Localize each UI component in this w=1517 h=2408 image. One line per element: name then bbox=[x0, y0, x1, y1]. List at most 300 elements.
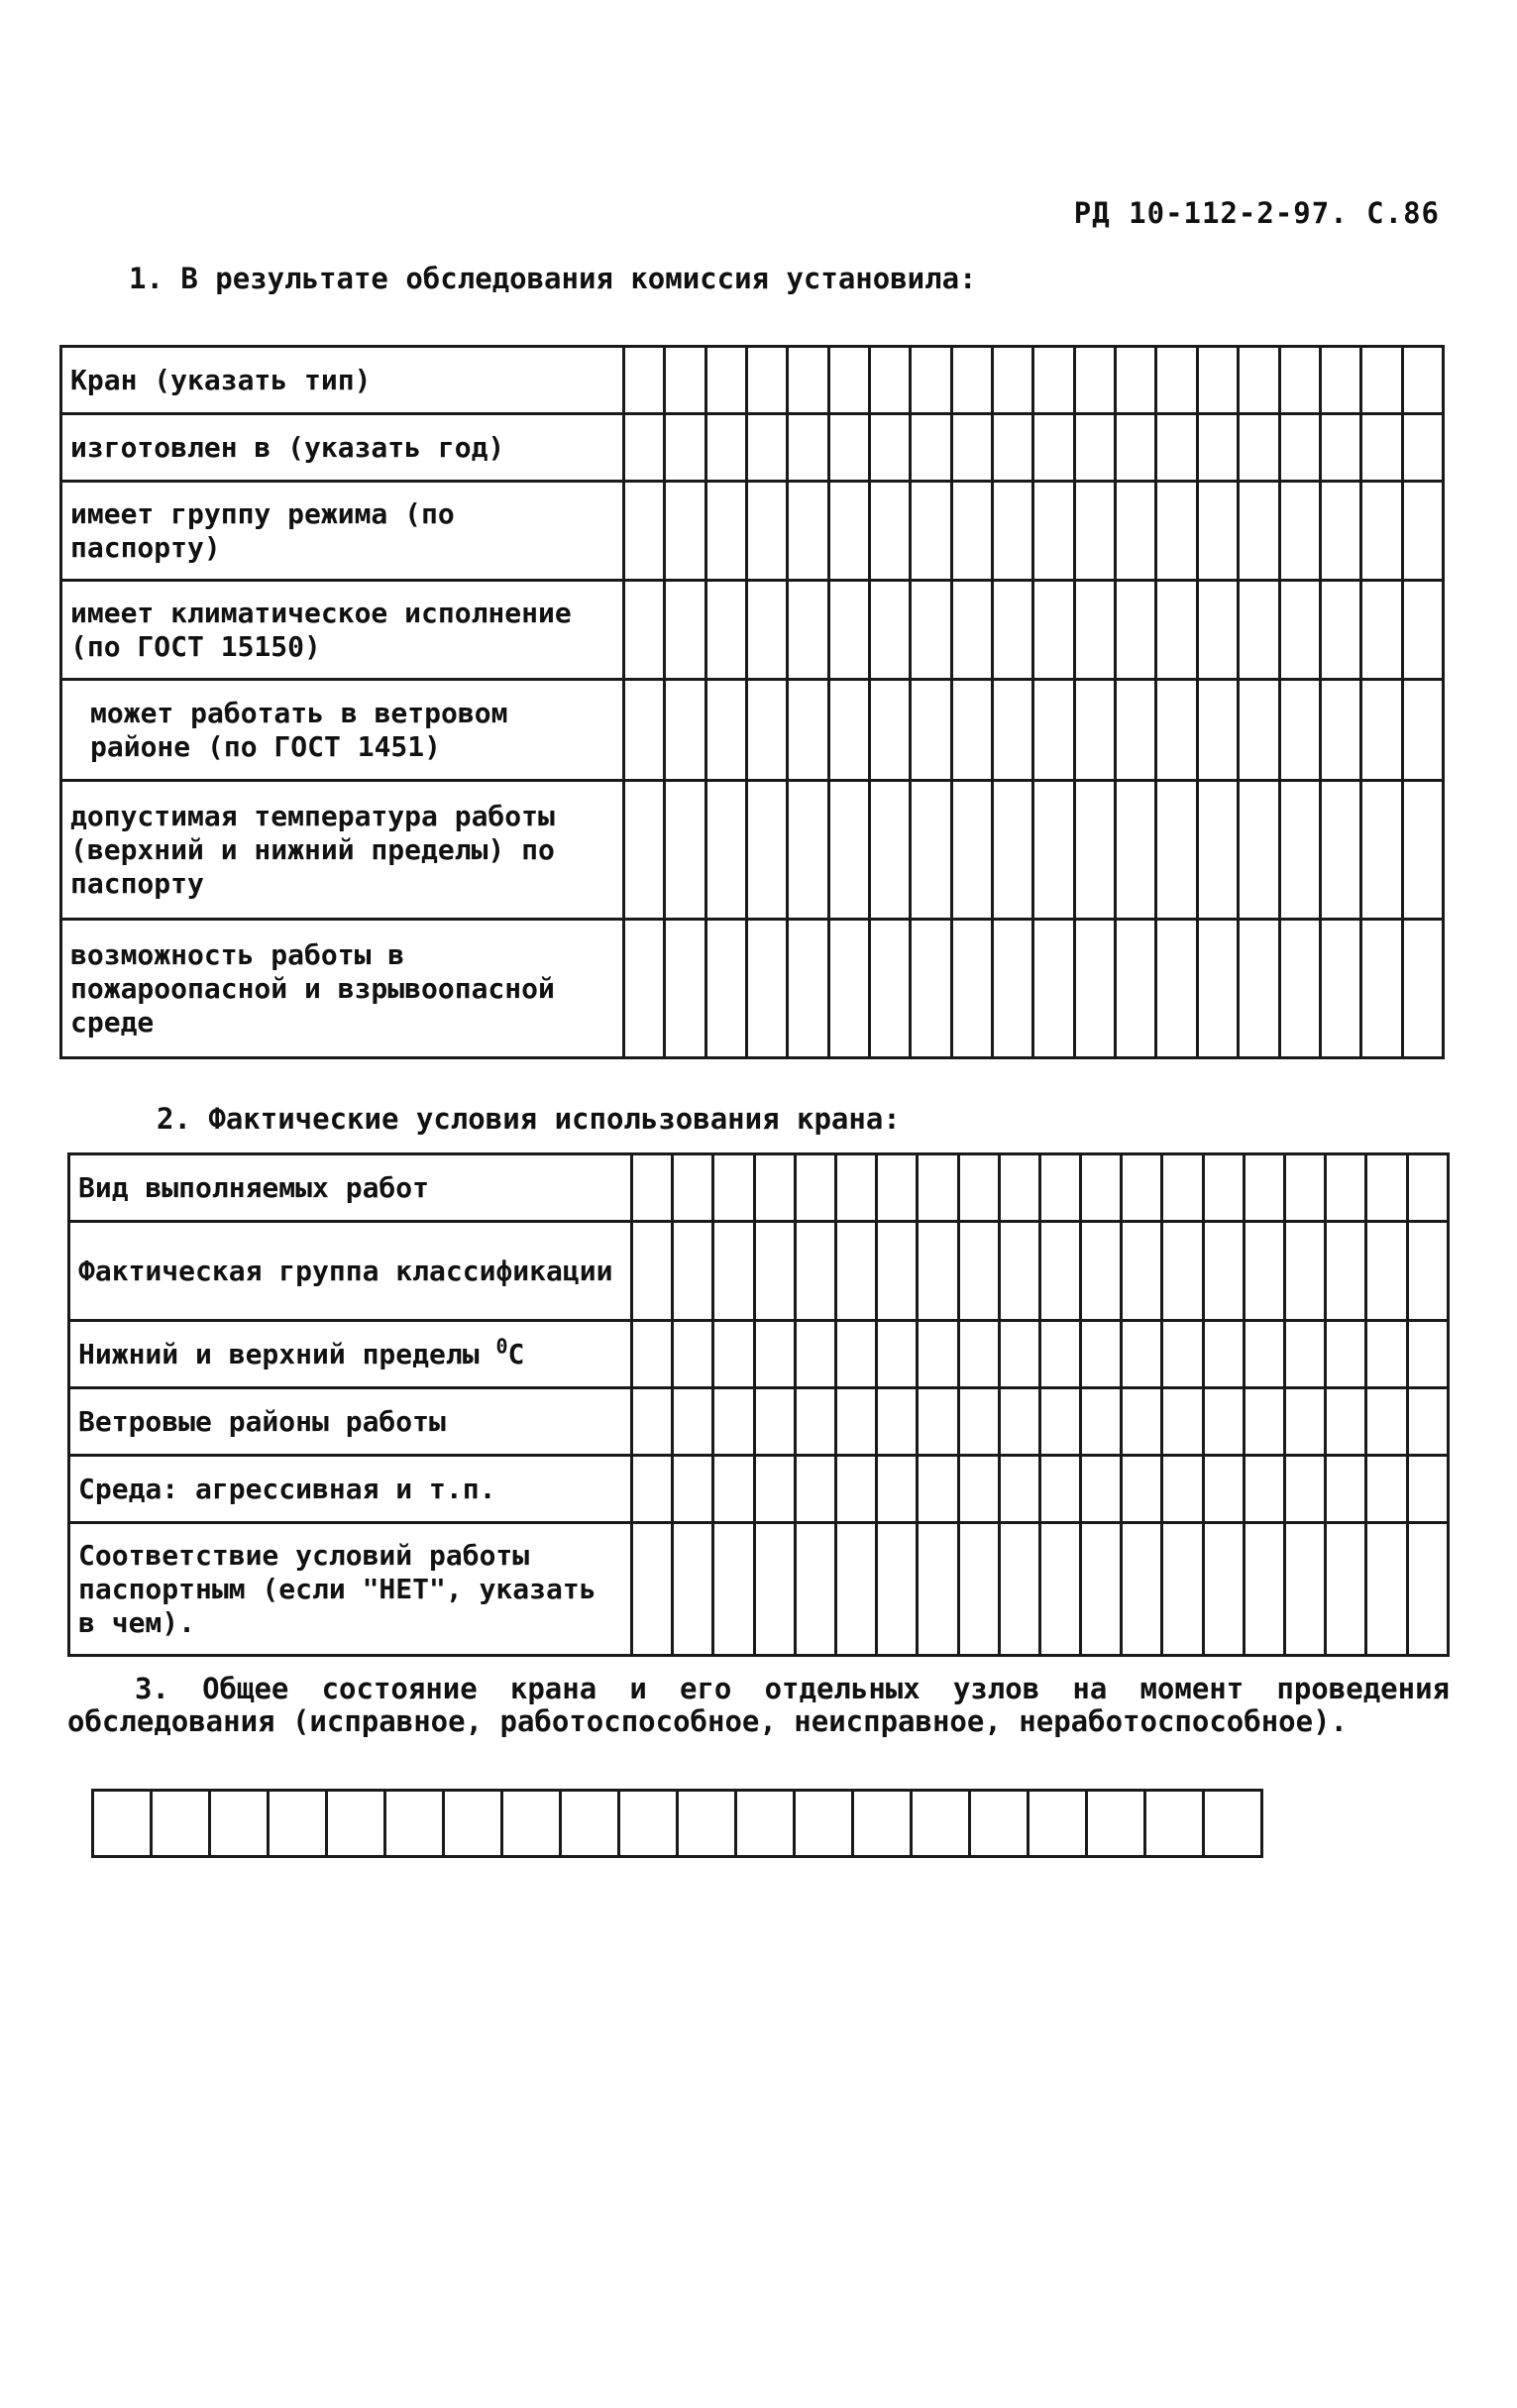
fill-in-cell[interactable] bbox=[1162, 1321, 1203, 1388]
fill-in-cell[interactable] bbox=[1320, 347, 1360, 414]
fill-in-cell[interactable] bbox=[713, 1388, 754, 1456]
fill-in-cell[interactable] bbox=[1279, 347, 1320, 414]
fill-in-cell[interactable] bbox=[1402, 920, 1443, 1058]
fill-in-cell[interactable] bbox=[1162, 1154, 1203, 1222]
fill-in-cell[interactable] bbox=[705, 781, 746, 920]
fill-in-cell[interactable] bbox=[828, 781, 869, 920]
fill-in-cell[interactable] bbox=[1197, 680, 1238, 781]
fill-in-cell[interactable] bbox=[993, 347, 1033, 414]
fill-in-cell[interactable] bbox=[1285, 1523, 1326, 1656]
fill-in-cell[interactable] bbox=[1162, 1523, 1203, 1656]
fill-in-cell[interactable] bbox=[624, 680, 665, 781]
fill-in-cell[interactable] bbox=[1122, 1523, 1162, 1656]
fill-in-cell[interactable] bbox=[1407, 1456, 1448, 1523]
row-label-temperature-limits bbox=[69, 1321, 632, 1388]
fill-in-cell[interactable] bbox=[632, 1388, 673, 1456]
fill-in-cell[interactable] bbox=[1203, 1523, 1244, 1656]
answer-box[interactable] bbox=[736, 1791, 795, 1857]
answer-box[interactable] bbox=[1087, 1791, 1145, 1857]
answer-box[interactable] bbox=[93, 1791, 152, 1857]
fill-in-cell[interactable] bbox=[835, 1222, 876, 1321]
fill-in-cell[interactable] bbox=[788, 414, 828, 482]
fill-in-cell[interactable] bbox=[1320, 414, 1360, 482]
fill-in-cell[interactable] bbox=[1033, 581, 1074, 680]
fill-in-cell[interactable] bbox=[835, 1523, 876, 1656]
fill-in-cell[interactable] bbox=[951, 781, 992, 920]
answer-box[interactable] bbox=[795, 1791, 853, 1857]
answer-box[interactable] bbox=[502, 1791, 561, 1857]
fill-in-cell[interactable] bbox=[665, 680, 705, 781]
table-row bbox=[69, 1456, 1449, 1523]
fill-in-cell[interactable] bbox=[788, 347, 828, 414]
fill-in-cell[interactable] bbox=[958, 1321, 999, 1388]
fill-in-cell[interactable] bbox=[624, 920, 665, 1058]
fill-in-cell[interactable] bbox=[632, 1456, 673, 1523]
fill-in-cell[interactable] bbox=[870, 347, 911, 414]
fill-in-cell[interactable] bbox=[835, 1321, 876, 1388]
fill-in-cell[interactable] bbox=[1320, 482, 1360, 581]
fill-in-cell[interactable] bbox=[828, 581, 869, 680]
fill-in-cell[interactable] bbox=[1279, 482, 1320, 581]
fill-in-cell[interactable] bbox=[624, 482, 665, 581]
fill-in-cell[interactable] bbox=[1361, 482, 1402, 581]
fill-in-cell[interactable] bbox=[958, 1456, 999, 1523]
fill-in-cell[interactable] bbox=[1244, 1321, 1284, 1388]
fill-in-cell[interactable] bbox=[911, 482, 951, 581]
temperature-unit: C bbox=[507, 1337, 525, 1370]
fill-in-cell[interactable] bbox=[1244, 1523, 1284, 1656]
fill-in-cell[interactable] bbox=[828, 414, 869, 482]
fill-in-cell[interactable] bbox=[1239, 781, 1279, 920]
fill-in-cell[interactable] bbox=[993, 781, 1033, 920]
fill-in-cell[interactable] bbox=[1361, 414, 1402, 482]
fill-in-cell[interactable] bbox=[911, 920, 951, 1058]
fill-in-cell[interactable] bbox=[1203, 1321, 1244, 1388]
fill-in-cell[interactable] bbox=[1122, 1456, 1162, 1523]
fill-in-cell[interactable] bbox=[1197, 414, 1238, 482]
fill-in-cell[interactable] bbox=[1074, 414, 1115, 482]
fill-in-cell[interactable] bbox=[877, 1523, 918, 1656]
fill-in-cell[interactable] bbox=[1361, 781, 1402, 920]
fill-in-cell[interactable] bbox=[828, 920, 869, 1058]
fill-in-cell[interactable] bbox=[788, 581, 828, 680]
fill-in-cell[interactable] bbox=[870, 581, 911, 680]
row-label-conformity: Соответствие условий работы паспортным (если "НЕТ", указать в чем). bbox=[69, 1523, 632, 1656]
table-row bbox=[61, 347, 1444, 414]
table-row bbox=[61, 920, 1444, 1058]
fill-in-cell[interactable] bbox=[1285, 1321, 1326, 1388]
fill-in-cell[interactable] bbox=[999, 1222, 1039, 1321]
fill-in-cell[interactable] bbox=[1162, 1388, 1203, 1456]
answer-box[interactable] bbox=[269, 1791, 327, 1857]
fill-in-cell[interactable] bbox=[993, 920, 1033, 1058]
fill-in-cell[interactable] bbox=[1156, 680, 1197, 781]
fill-in-cell[interactable] bbox=[918, 1222, 958, 1321]
degree-superscript: 0 bbox=[495, 1334, 508, 1359]
fill-in-cell[interactable] bbox=[918, 1154, 958, 1222]
fill-in-cell[interactable] bbox=[665, 581, 705, 680]
fill-in-cell[interactable] bbox=[1033, 680, 1074, 781]
fill-in-cell[interactable] bbox=[1039, 1154, 1080, 1222]
fill-in-cell[interactable] bbox=[713, 1321, 754, 1388]
fill-in-cell[interactable] bbox=[1239, 581, 1279, 680]
fill-in-cell[interactable] bbox=[1402, 482, 1443, 581]
section-1-table bbox=[59, 345, 1445, 1059]
fill-in-cell[interactable] bbox=[1239, 920, 1279, 1058]
fill-in-cell[interactable] bbox=[754, 1222, 795, 1321]
fill-in-cell[interactable] bbox=[1320, 581, 1360, 680]
fill-in-cell[interactable] bbox=[713, 1154, 754, 1222]
fill-in-cell[interactable] bbox=[754, 1321, 795, 1388]
fill-in-cell[interactable] bbox=[911, 581, 951, 680]
fill-in-cell[interactable] bbox=[1116, 680, 1156, 781]
fill-in-cell[interactable] bbox=[632, 1222, 673, 1321]
answer-box[interactable] bbox=[970, 1791, 1029, 1857]
fill-in-cell[interactable] bbox=[958, 1523, 999, 1656]
fill-in-cell[interactable] bbox=[1239, 347, 1279, 414]
fill-in-cell[interactable] bbox=[1366, 1523, 1407, 1656]
fill-in-cell[interactable] bbox=[1074, 581, 1115, 680]
fill-in-cell[interactable] bbox=[705, 414, 746, 482]
fill-in-cell[interactable] bbox=[705, 347, 746, 414]
fill-in-cell[interactable] bbox=[754, 1456, 795, 1523]
fill-in-cell[interactable] bbox=[1239, 414, 1279, 482]
fill-in-cell[interactable] bbox=[1116, 581, 1156, 680]
fill-in-cell[interactable] bbox=[1197, 920, 1238, 1058]
answer-box[interactable] bbox=[678, 1791, 736, 1857]
fill-in-cell[interactable] bbox=[795, 1321, 835, 1388]
fill-in-cell[interactable] bbox=[788, 482, 828, 581]
fill-in-cell[interactable] bbox=[999, 1523, 1039, 1656]
fill-in-cell[interactable] bbox=[795, 1222, 835, 1321]
answer-box[interactable] bbox=[444, 1791, 502, 1857]
fill-in-cell[interactable] bbox=[1156, 920, 1197, 1058]
fill-in-cell[interactable] bbox=[918, 1321, 958, 1388]
fill-in-cell[interactable] bbox=[1081, 1154, 1122, 1222]
fill-in-cell[interactable] bbox=[1407, 1321, 1448, 1388]
fill-in-cell[interactable] bbox=[1326, 1388, 1366, 1456]
fill-in-cell[interactable] bbox=[1361, 581, 1402, 680]
row-label-crane-type: Кран (указать тип) bbox=[61, 347, 624, 414]
fill-in-cell[interactable] bbox=[1285, 1456, 1326, 1523]
fill-in-cell[interactable] bbox=[999, 1388, 1039, 1456]
fill-in-cell[interactable] bbox=[747, 581, 788, 680]
fill-in-cell[interactable] bbox=[1279, 581, 1320, 680]
fill-in-cell[interactable] bbox=[1081, 1456, 1122, 1523]
fill-in-cell[interactable] bbox=[1074, 920, 1115, 1058]
fill-in-cell[interactable] bbox=[747, 781, 788, 920]
answer-box[interactable] bbox=[1204, 1791, 1262, 1857]
fill-in-cell[interactable] bbox=[951, 414, 992, 482]
fill-in-cell[interactable] bbox=[1074, 680, 1115, 781]
fill-in-cell[interactable] bbox=[632, 1154, 673, 1222]
fill-in-cell[interactable] bbox=[1122, 1222, 1162, 1321]
fill-in-cell[interactable] bbox=[993, 414, 1033, 482]
fill-in-cell[interactable] bbox=[870, 781, 911, 920]
fill-in-cell[interactable] bbox=[828, 680, 869, 781]
fill-in-cell[interactable] bbox=[705, 920, 746, 1058]
fill-in-cell[interactable] bbox=[951, 581, 992, 680]
fill-in-cell[interactable] bbox=[1081, 1523, 1122, 1656]
fill-in-cell[interactable] bbox=[1239, 680, 1279, 781]
fill-in-cell[interactable] bbox=[1039, 1321, 1080, 1388]
fill-in-cell[interactable] bbox=[993, 680, 1033, 781]
answer-box[interactable] bbox=[1029, 1791, 1087, 1857]
fill-in-cell[interactable] bbox=[1285, 1222, 1326, 1321]
fill-in-cell[interactable] bbox=[1244, 1222, 1284, 1321]
fill-in-cell[interactable] bbox=[1074, 347, 1115, 414]
fill-in-cell[interactable] bbox=[705, 581, 746, 680]
fill-in-cell[interactable] bbox=[951, 482, 992, 581]
fill-in-cell[interactable] bbox=[1197, 482, 1238, 581]
fill-in-cell[interactable] bbox=[1279, 680, 1320, 781]
fill-in-cell[interactable] bbox=[1156, 781, 1197, 920]
fill-in-cell[interactable] bbox=[665, 920, 705, 1058]
fill-in-cell[interactable] bbox=[665, 347, 705, 414]
fill-in-cell[interactable] bbox=[918, 1523, 958, 1656]
row-label-manufactured-year: изготовлен в (указать год) bbox=[61, 414, 624, 482]
fill-in-cell[interactable] bbox=[918, 1456, 958, 1523]
fill-in-cell[interactable] bbox=[877, 1321, 918, 1388]
fill-in-cell[interactable] bbox=[1156, 414, 1197, 482]
fill-in-cell[interactable] bbox=[1407, 1222, 1448, 1321]
fill-in-cell[interactable] bbox=[665, 482, 705, 581]
fill-in-cell[interactable] bbox=[624, 347, 665, 414]
answer-box[interactable] bbox=[912, 1791, 970, 1857]
fill-in-cell[interactable] bbox=[835, 1388, 876, 1456]
fill-in-cell[interactable] bbox=[1361, 347, 1402, 414]
fill-in-cell[interactable] bbox=[1366, 1222, 1407, 1321]
fill-in-cell[interactable] bbox=[999, 1456, 1039, 1523]
fill-in-cell[interactable] bbox=[870, 414, 911, 482]
fill-in-cell[interactable] bbox=[1402, 414, 1443, 482]
fill-in-cell[interactable] bbox=[673, 1154, 713, 1222]
fill-in-cell[interactable] bbox=[835, 1154, 876, 1222]
fill-in-cell[interactable] bbox=[1197, 781, 1238, 920]
fill-in-cell[interactable] bbox=[713, 1456, 754, 1523]
fill-in-cell[interactable] bbox=[1244, 1388, 1284, 1456]
table-row bbox=[61, 482, 1444, 581]
fill-in-cell[interactable] bbox=[1039, 1456, 1080, 1523]
fill-in-cell[interactable] bbox=[1122, 1321, 1162, 1388]
fill-in-cell[interactable] bbox=[1203, 1222, 1244, 1321]
fill-in-cell[interactable] bbox=[1285, 1388, 1326, 1456]
fill-in-cell[interactable] bbox=[795, 1388, 835, 1456]
fill-in-cell[interactable] bbox=[911, 781, 951, 920]
fill-in-cell[interactable] bbox=[958, 1388, 999, 1456]
fill-in-cell[interactable] bbox=[951, 680, 992, 781]
fill-in-cell[interactable] bbox=[1366, 1388, 1407, 1456]
fill-in-cell[interactable] bbox=[1407, 1154, 1448, 1222]
fill-in-cell[interactable] bbox=[795, 1523, 835, 1656]
fill-in-cell[interactable] bbox=[1361, 920, 1402, 1058]
fill-in-cell[interactable] bbox=[673, 1456, 713, 1523]
fill-in-cell[interactable] bbox=[713, 1222, 754, 1321]
fill-in-cell[interactable] bbox=[1326, 1222, 1366, 1321]
fill-in-cell[interactable] bbox=[1156, 482, 1197, 581]
fill-in-cell[interactable] bbox=[665, 414, 705, 482]
fill-in-cell[interactable] bbox=[1122, 1388, 1162, 1456]
fill-in-cell[interactable] bbox=[1326, 1523, 1366, 1656]
fill-in-cell[interactable] bbox=[1239, 482, 1279, 581]
fill-in-cell[interactable] bbox=[1116, 347, 1156, 414]
fill-in-cell[interactable] bbox=[673, 1523, 713, 1656]
fill-in-cell[interactable] bbox=[747, 680, 788, 781]
fill-in-cell[interactable] bbox=[877, 1154, 918, 1222]
fill-in-cell[interactable] bbox=[673, 1388, 713, 1456]
fill-in-cell[interactable] bbox=[705, 680, 746, 781]
fill-in-cell[interactable] bbox=[632, 1321, 673, 1388]
fill-in-cell[interactable] bbox=[1156, 581, 1197, 680]
answer-box[interactable] bbox=[385, 1791, 444, 1857]
fill-in-cell[interactable] bbox=[877, 1222, 918, 1321]
fill-in-cell[interactable] bbox=[788, 781, 828, 920]
fill-in-cell[interactable] bbox=[1156, 347, 1197, 414]
fill-in-cell[interactable] bbox=[1081, 1222, 1122, 1321]
answer-box[interactable] bbox=[561, 1791, 619, 1857]
fill-in-cell[interactable] bbox=[1197, 581, 1238, 680]
fill-in-cell[interactable] bbox=[1279, 920, 1320, 1058]
fill-in-cell[interactable] bbox=[754, 1154, 795, 1222]
fill-in-cell[interactable] bbox=[1361, 680, 1402, 781]
fill-in-cell[interactable] bbox=[828, 482, 869, 581]
section-3-answer-boxes bbox=[91, 1789, 1263, 1858]
fill-in-cell[interactable] bbox=[999, 1154, 1039, 1222]
fill-in-cell[interactable] bbox=[1407, 1388, 1448, 1456]
answer-box[interactable] bbox=[619, 1791, 678, 1857]
fill-in-cell[interactable] bbox=[1081, 1321, 1122, 1388]
fill-in-cell[interactable] bbox=[754, 1388, 795, 1456]
fill-in-cell[interactable] bbox=[958, 1154, 999, 1222]
fill-in-cell[interactable] bbox=[1039, 1523, 1080, 1656]
fill-in-cell[interactable] bbox=[958, 1222, 999, 1321]
row-label-wind-region: может работать в ветровом районе (по ГОСТ 1451) bbox=[61, 680, 624, 781]
fill-in-cell[interactable] bbox=[747, 347, 788, 414]
fill-in-cell[interactable] bbox=[1081, 1388, 1122, 1456]
fill-in-cell[interactable] bbox=[1116, 920, 1156, 1058]
fill-in-cell[interactable] bbox=[788, 680, 828, 781]
fill-in-cell[interactable] bbox=[1033, 781, 1074, 920]
fill-in-cell[interactable] bbox=[1122, 1154, 1162, 1222]
fill-in-cell[interactable] bbox=[999, 1321, 1039, 1388]
fill-in-cell[interactable] bbox=[795, 1154, 835, 1222]
fill-in-cell[interactable] bbox=[911, 347, 951, 414]
answer-box[interactable] bbox=[1145, 1791, 1204, 1857]
fill-in-cell[interactable] bbox=[1326, 1456, 1366, 1523]
fill-in-cell[interactable] bbox=[870, 680, 911, 781]
fill-in-cell[interactable] bbox=[1116, 482, 1156, 581]
fill-in-cell[interactable] bbox=[747, 920, 788, 1058]
answer-box[interactable] bbox=[853, 1791, 912, 1857]
fill-in-cell[interactable] bbox=[705, 482, 746, 581]
fill-in-cell[interactable] bbox=[1116, 414, 1156, 482]
fill-in-cell[interactable] bbox=[1320, 781, 1360, 920]
row-label-wind-regions: Ветровые районы работы bbox=[69, 1388, 632, 1456]
fill-in-cell[interactable] bbox=[1033, 347, 1074, 414]
fill-in-cell[interactable] bbox=[1074, 482, 1115, 581]
fill-in-cell[interactable] bbox=[870, 920, 911, 1058]
fill-in-cell[interactable] bbox=[1244, 1154, 1284, 1222]
fill-in-cell[interactable] bbox=[1197, 347, 1238, 414]
fill-in-cell[interactable] bbox=[1366, 1321, 1407, 1388]
fill-in-cell[interactable] bbox=[624, 414, 665, 482]
fill-in-cell[interactable] bbox=[632, 1523, 673, 1656]
fill-in-cell[interactable] bbox=[951, 347, 992, 414]
fill-in-cell[interactable] bbox=[1162, 1456, 1203, 1523]
fill-in-cell[interactable] bbox=[673, 1321, 713, 1388]
table-row bbox=[69, 1321, 1449, 1388]
fill-in-cell[interactable] bbox=[1320, 920, 1360, 1058]
fill-in-cell[interactable] bbox=[911, 414, 951, 482]
fill-in-cell[interactable] bbox=[788, 920, 828, 1058]
fill-in-cell[interactable] bbox=[1033, 414, 1074, 482]
row-label-climatic-version: имеет климатическое исполнение (по ГОСТ 15150) bbox=[61, 581, 624, 680]
temperature-limits-text: Нижний и верхний пределы bbox=[78, 1337, 480, 1370]
fill-in-cell[interactable] bbox=[828, 347, 869, 414]
fill-in-cell[interactable] bbox=[1279, 414, 1320, 482]
fill-in-cell[interactable] bbox=[1402, 781, 1443, 920]
fill-in-cell[interactable] bbox=[993, 482, 1033, 581]
fill-in-cell[interactable] bbox=[918, 1388, 958, 1456]
fill-in-cell[interactable] bbox=[877, 1388, 918, 1456]
answer-box[interactable] bbox=[152, 1791, 210, 1857]
fill-in-cell[interactable] bbox=[877, 1456, 918, 1523]
fill-in-cell[interactable] bbox=[1203, 1388, 1244, 1456]
fill-in-cell[interactable] bbox=[1162, 1222, 1203, 1321]
fill-in-cell[interactable] bbox=[1074, 781, 1115, 920]
fill-in-cell[interactable] bbox=[1203, 1154, 1244, 1222]
answer-box[interactable] bbox=[327, 1791, 385, 1857]
fill-in-cell[interactable] bbox=[1033, 482, 1074, 581]
fill-in-cell[interactable] bbox=[1285, 1154, 1326, 1222]
fill-in-cell[interactable] bbox=[795, 1456, 835, 1523]
fill-in-cell[interactable] bbox=[1402, 581, 1443, 680]
fill-in-cell[interactable] bbox=[747, 414, 788, 482]
fill-in-cell[interactable] bbox=[1033, 920, 1074, 1058]
fill-in-cell[interactable] bbox=[665, 781, 705, 920]
section-2-title: 2. Фактические условия использования крана: bbox=[157, 1102, 901, 1136]
fill-in-cell[interactable] bbox=[1244, 1456, 1284, 1523]
answer-box[interactable] bbox=[210, 1791, 269, 1857]
fill-in-cell[interactable] bbox=[1326, 1154, 1366, 1222]
fill-in-cell[interactable] bbox=[870, 482, 911, 581]
table-row bbox=[69, 1222, 1449, 1321]
fill-in-cell[interactable] bbox=[754, 1523, 795, 1656]
fill-in-cell[interactable] bbox=[1366, 1456, 1407, 1523]
fill-in-cell[interactable] bbox=[1326, 1321, 1366, 1388]
fill-in-cell[interactable] bbox=[1402, 680, 1443, 781]
fill-in-cell[interactable] bbox=[951, 920, 992, 1058]
fill-in-cell[interactable] bbox=[1039, 1222, 1080, 1321]
fill-in-cell[interactable] bbox=[624, 781, 665, 920]
fill-in-cell[interactable] bbox=[1402, 347, 1443, 414]
section-1-title: 1. В результате обследования комиссия установила: bbox=[129, 262, 977, 295]
fill-in-cell[interactable] bbox=[747, 482, 788, 581]
fill-in-cell[interactable] bbox=[1116, 781, 1156, 920]
fill-in-cell[interactable] bbox=[673, 1222, 713, 1321]
fill-in-cell[interactable] bbox=[1320, 680, 1360, 781]
fill-in-cell[interactable] bbox=[1407, 1523, 1448, 1656]
fill-in-cell[interactable] bbox=[835, 1456, 876, 1523]
fill-in-cell[interactable] bbox=[1366, 1154, 1407, 1222]
fill-in-cell[interactable] bbox=[713, 1523, 754, 1656]
fill-in-cell[interactable] bbox=[1203, 1456, 1244, 1523]
fill-in-cell[interactable] bbox=[993, 581, 1033, 680]
fill-in-cell[interactable] bbox=[911, 680, 951, 781]
fill-in-cell[interactable] bbox=[1039, 1388, 1080, 1456]
fill-in-cell[interactable] bbox=[1279, 781, 1320, 920]
fill-in-cell[interactable] bbox=[624, 581, 665, 680]
